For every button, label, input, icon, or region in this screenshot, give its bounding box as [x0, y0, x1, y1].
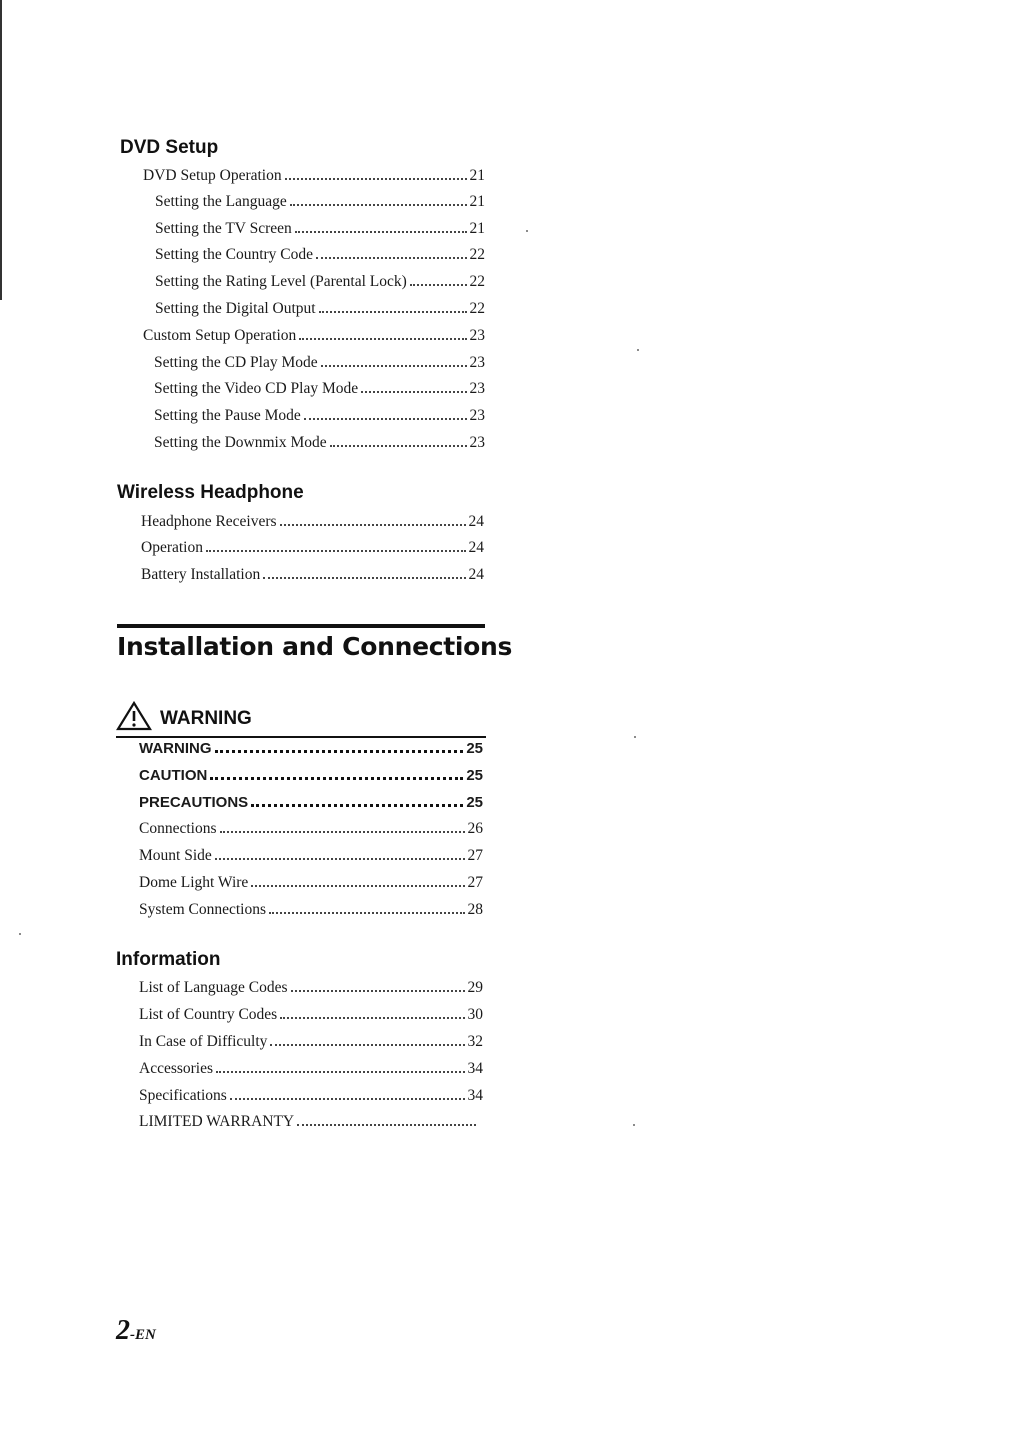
- toc-entry[interactable]: List of Country Codes 30: [139, 1006, 483, 1023]
- toc-entry[interactable]: Accessories 34: [139, 1060, 483, 1077]
- page-number: 2-EN: [116, 1315, 156, 1346]
- section-heading-wireless-headphone: Wireless Headphone: [117, 482, 304, 503]
- toc-entry[interactable]: Setting the Country Code 22: [155, 246, 485, 263]
- toc-entry[interactable]: Setting the Rating Level (Parental Lock) 22: [155, 273, 485, 290]
- toc-entry[interactable]: Headphone Receivers 24: [141, 513, 484, 530]
- scan-speck: [526, 230, 528, 232]
- section-heading-dvd-setup: DVD Setup: [120, 137, 219, 158]
- toc-entry[interactable]: Battery Installation 24: [141, 566, 484, 583]
- chapter-title-installation: Installation and Connections: [117, 632, 513, 661]
- toc-entry[interactable]: Mount Side 27: [139, 847, 483, 864]
- scan-speck: [19, 933, 21, 935]
- toc-entry[interactable]: LIMITED WARRANTY: [139, 1113, 479, 1131]
- toc-entry[interactable]: Setting the TV Screen 21: [155, 220, 485, 237]
- scan-speck: [633, 1124, 635, 1126]
- scan-speck: [634, 736, 636, 738]
- page-edge-line: [0, 0, 2, 300]
- toc-entry[interactable]: In Case of Difficulty 32: [139, 1033, 483, 1050]
- toc-entry[interactable]: Setting the CD Play Mode 23: [154, 354, 485, 371]
- toc-entry[interactable]: Setting the Digital Output 22: [155, 300, 485, 317]
- warning-triangle-icon: [116, 701, 152, 731]
- toc-entry[interactable]: Custom Setup Operation 23: [143, 327, 485, 344]
- toc-entry[interactable]: Setting the Downmix Mode 23: [154, 434, 485, 451]
- section-rule: [117, 624, 485, 628]
- warning-heading: WARNING: [160, 708, 252, 729]
- toc-entry[interactable]: Operation 24: [141, 539, 484, 556]
- toc-entry[interactable]: Setting the Video CD Play Mode 23: [154, 380, 485, 397]
- toc-entry[interactable]: PRECAUTIONS 25: [139, 794, 483, 811]
- toc-entry[interactable]: Setting the Pause Mode 23: [154, 407, 485, 424]
- scan-speck: [637, 349, 639, 351]
- toc-entry[interactable]: WARNING 25: [139, 740, 483, 757]
- toc-entry[interactable]: Specifications 34: [139, 1087, 483, 1104]
- toc-entry[interactable]: System Connections 28: [139, 901, 483, 918]
- toc-entry[interactable]: List of Language Codes 29: [139, 979, 483, 996]
- toc-entry[interactable]: Setting the Language 21: [155, 193, 485, 210]
- toc-entry[interactable]: Connections 26: [139, 820, 483, 837]
- section-heading-information: Information: [116, 949, 221, 970]
- warning-heading-block: [116, 700, 486, 738]
- toc-entry[interactable]: Dome Light Wire 27: [139, 874, 483, 891]
- toc-entry[interactable]: DVD Setup Operation 21: [143, 167, 485, 184]
- toc-entry[interactable]: CAUTION 25: [139, 767, 483, 784]
